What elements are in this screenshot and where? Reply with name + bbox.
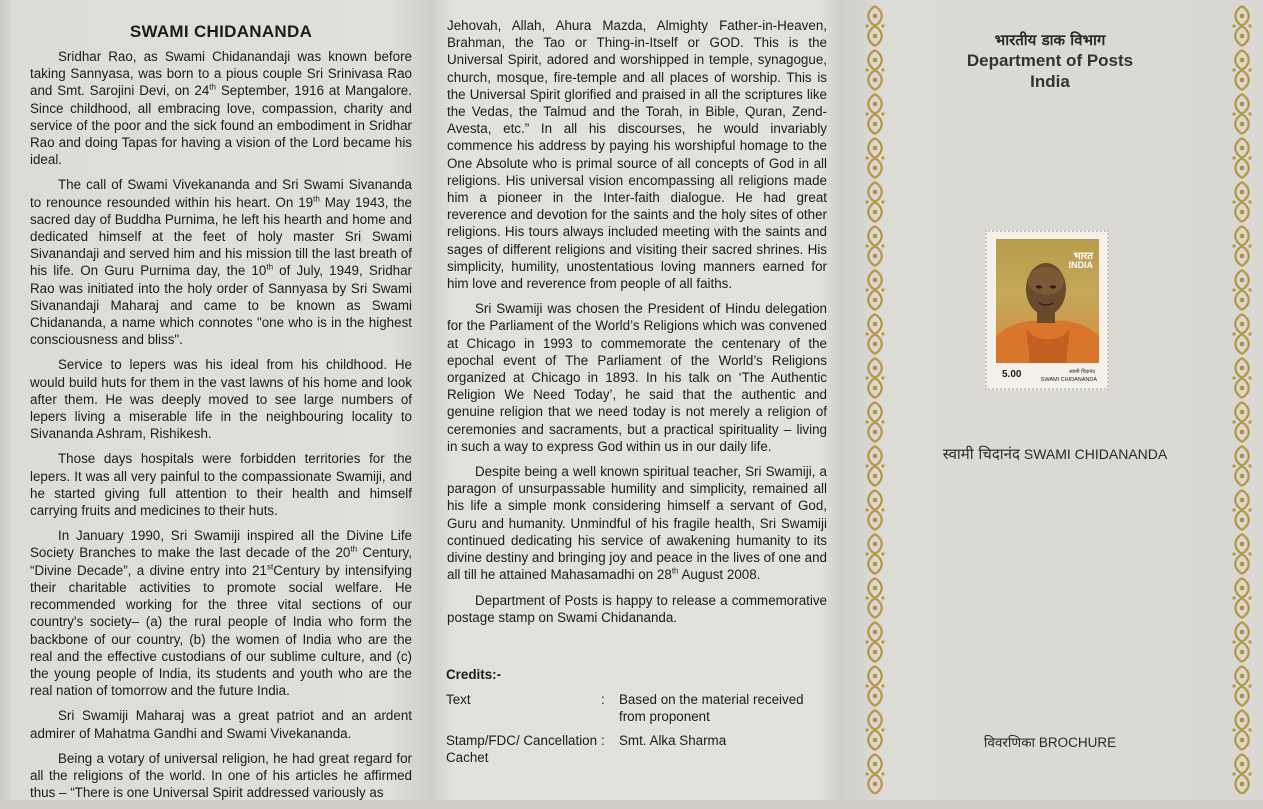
- credit-row: [446, 732, 831, 767]
- right-panel: [841, 0, 1263, 800]
- stamp-country: INDIA: [1068, 260, 1093, 270]
- paragraph: Those days hospitals were forbidden territories for the lepers. It was all very painful to the compassionate Swamiji, and he started giving full attention to their health and himself carrying fruits and medicines to their huts.: [30, 451, 412, 519]
- paragraph: Service to lepers was his ideal from his childhood. He would build huts for them in the vast lawns of his home and look after them. He was deeply moved to see large numbers of lepers living a miserable life in the neighbouring locality to Sivananda Ashram, Rishikesh.: [30, 357, 412, 442]
- paragraph: In January 1990, Sri Swamiji inspired all the Divine Life Society Branches to make the last decade of the 20th Century, “Divine Decade”, a divine entry into 21stCentury by intensifying their charitable activities to promote social welfare. He recommended working for the three vital sections of our country's society– (a) the rural people of India who form the backbone of our country, (b) the women of India who are the real and the effective custodians of our sublime culture, and (c) the young people of India, its students and youth who are the real nation of tomorrow and the future India.: [30, 528, 413, 699]
- stamp-portrait: [996, 239, 1099, 363]
- middle-column-text: [447, 17, 827, 634]
- department-name-hindi: भारतीय डाक विभाग: [994, 31, 1106, 49]
- credit-label: Stamp/FDC/ Cancellation Cachet: [446, 732, 598, 765]
- stamp-name-hindi: स्वामी चिदानंद: [1069, 369, 1095, 375]
- page-title: SWAMI CHIDANANDA: [129, 22, 313, 41]
- credit-colon: :: [601, 691, 605, 707]
- postage-stamp: [985, 230, 1109, 390]
- paragraph: Sridhar Rao, as Swami Chidanandaji was known before taking Sannyasa, was born to a pious couple Sri Srinivasa Rao and Smt. Sarojini Devi, on 24th September, 1916 at Mangalore. Since childhood, all embracing love, compassion, charity and service of the poor and the sick found an embodiment in Sridhar Rao and doing Tapas for having a vision of the Lord became his ideal.: [30, 49, 412, 168]
- caption-english: SWAMI CHIDANANDA: [1023, 446, 1168, 462]
- stamp-country-hindi: भारत: [1073, 251, 1093, 262]
- stamp-caption: [905, 444, 1205, 464]
- caption-hindi: स्वामी चिदानंद: [942, 445, 1020, 463]
- credit-value: Smt. Alka Sharma: [619, 732, 727, 748]
- stamp-denomination: 5.00: [1002, 369, 1022, 380]
- brochure-hindi: विवरणिका: [983, 735, 1036, 751]
- brochure-english: BROCHURE: [1038, 735, 1117, 750]
- paragraph: Sri Swamiji was chosen the President of Hindu delegation for the Parliament of the World’s Religions which was convened at Chicago in 1993 to commemorate the centenary of the epochal event of The Parliament of the World’s Religions organized at Chicago in 1893. In his talk on ‘The Authentic Religion We Need Today’, he said that the authentic and genuine religion that we need today is not merely a religion of ceremonies and sacraments, but a practical spirituality – living in such a way to express God within us in our daily life.: [447, 301, 827, 454]
- credit-colon: :: [601, 732, 605, 748]
- paragraph: Being a votary of universal religion, he had great regard for all the religions of the world. In one of his articles he affirmed thus – “There is one Universal Spirit addressed variously as: [30, 750, 412, 801]
- department-name: Department of Posts: [966, 51, 1134, 70]
- credit-value: Based on the material received from proponent: [619, 691, 804, 724]
- ornamental-border-left: [862, 4, 888, 794]
- paragraph: Department of Posts is happy to release a commemorative postage stamp on Swami Chidananda.: [447, 592, 827, 625]
- credit-row: [446, 691, 831, 726]
- country-name: India: [1030, 72, 1070, 91]
- credits-section: [446, 666, 831, 773]
- ornamental-border-right: [1229, 4, 1255, 794]
- credits-heading: Credits:-: [446, 667, 502, 682]
- paragraph: Sri Swamiji Maharaj was a great patriot and an ardent admirer of Mahatma Gandhi and Swami Vivekananda.: [30, 708, 412, 741]
- paragraph: Despite being a well known spiritual teacher, Sri Swamiji, a paragon of unsurpassable humility and simplicity, remained all his life a simple monk considering himself a servant of God, Guru and humanity. Unmindful of his fragile health, Sri Swamiji continued dedicating his service of awakening humanity to its divine destiny and bringing joy and peace in the lives of one and all till he attained Mahasamadhi on 28th August 2008.: [447, 464, 827, 583]
- brochure-label: [930, 733, 1170, 751]
- credit-label: Text: [446, 691, 471, 707]
- paragraph: Jehovah, Allah, Ahura Mazda, Almighty Father-in-Heaven, Brahman, the Tao or Thing-in-Itself or GOD. This is the Universal Spirit, adored and worshipped in temple, synagogue, church, mosque, fire-temple and all places of worship. This is the Universal Spirit glorified and praised in all the scriptures like the Vedas, the Talmud and the Torah, in Bible, Quran, Zend-Avesta, etc.” In all his discourses, he would invariably commence his address by paying his worshipful homage to the One Absolute who is primal source of all concepts of God in all religions. His universal vision encompassing all religions made him a pioneer in the Inter-faith dialogue. He had great reverence and devotion for the saints and the holy sites of other religions. His tours always included meeting with the saints and sages of different religions and visiting their sacred shrines. His simplicity, humility, unostentatious loving manners earned for him love and reverence from people of all faiths.: [447, 18, 827, 292]
- stamp-name: SWAMI CHIDANANDA: [1040, 377, 1097, 383]
- left-column-text: [30, 48, 412, 809]
- paragraph: The call of Swami Vivekananda and Sri Swami Sivananda to renounce resounded within his heart. On 19th May 1943, the sacred day of Buddha Purnima, he left his hearth and home and dedicated himself at the feet of holy master Sri Swami Sivanandaji and served him and his mission till the last breath of his life. On Guru Purnima day, the 10th of July, 1949, Sridhar Rao was initiated into the holy order of Sannyasa by Sri Swami Sivanandaji Maharaj and came to be known as Swami Chidananda, a name which connotes "one who is in the highest consciousness and bliss".: [30, 177, 413, 348]
